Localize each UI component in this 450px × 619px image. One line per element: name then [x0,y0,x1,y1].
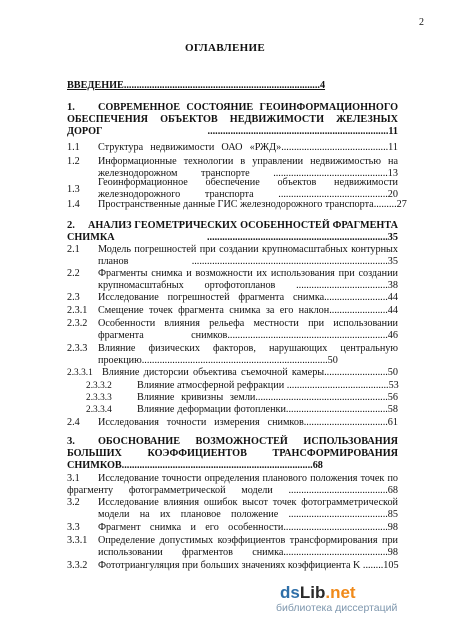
toc-entry-num: 2.3.1 [67,305,88,316]
toc-entry-num: 2.3 [67,292,80,303]
toc-entry-2-4[interactable]: Исследования точности измерения снимков.................................61 [98,417,398,428]
toc-entry-chapter2-page: СНИМКА .......................................................................35 [67,232,398,243]
toc-entry-3-3-1-cont: использовании фрагментов снимка.........................................98 [98,547,398,558]
toc-entry-num: 1.4 [67,199,80,210]
toc-entry-3-2[interactable]: Исследование влияния ошибок высот точек фотограмметрической [98,497,398,508]
toc-entry-2-1-cont: планов .............................................................................35 [98,256,398,267]
toc-entry-num: 2.1 [67,244,80,255]
toc-entry-num: 2.4 [67,417,80,428]
toc-entry-1-2[interactable]: Информационные технологии в управлении недвижимостью на [98,156,398,167]
toc-entry-chapter2[interactable]: АНАЛИЗ ГЕОМЕТРИЧЕСКИХ ОСОБЕННОСТЕЙ ФРАГМЕНТА [88,220,398,231]
toc-entry-2-3-3-4[interactable]: Влияние деформации фотопленки........................................58 [137,404,398,415]
toc-entry-2-3[interactable]: Исследование погрешностей фрагмента снимка.........................44 [98,292,398,303]
toc-entry-num: 3.2 [67,497,80,508]
toc-entry-1-2-cont: железнодорожном транспорте .............................................13 [98,168,398,179]
toc-entry-num: 1.3 [67,184,80,195]
toc-entry-num: 2.3.3.2 [86,381,112,391]
toc-entry-num: 2.3.3 [67,343,88,354]
toc-entry-num: 1.2 [67,156,80,167]
toc-entry-chapter1-page: ДОРОГ .......................................................................11 [67,126,398,137]
toc-entry-chapter3[interactable]: ОБОСНОВАНИЕ ВОЗМОЖНОСТЕЙ ИСПОЛЬЗОВАНИЯ [98,436,398,447]
toc-entry-2-3-3-cont: проекцию.........................................................................50 [98,355,338,366]
dslib-watermark[interactable] [268,583,438,617]
toc-entry-num: 1. [67,102,75,113]
toc-entry-2-2-cont: крупномасштабных ортофотопланов ....................................38 [98,280,398,291]
toc-entry-chapter3-page: СНИМКОВ...........................................................................68 [67,460,323,471]
toc-entry-3-1[interactable]: Исследование точности определения планового положения точек по [98,473,398,484]
toc-entry-num: 2.3.3.1 [67,368,93,378]
toc-entry-intro[interactable]: ВВЕДЕНИЕ.............................................................................4 [67,80,326,91]
dslib-subtitle: библиотека диссертаций [276,602,398,614]
toc-entry-chapter1[interactable]: СОВРЕМЕННОЕ СОСТОЯНИЕ ГЕОИНФОРМАЦИОННОГО [98,102,398,113]
toc-entry-2-2[interactable]: Фрагменты снимка и возможности их использования при создании [98,268,398,279]
toc-entry-3-3-2[interactable]: Фототриангуляция при больших значениях коэффициента K ........105 [98,560,399,571]
toc-entry-3-3[interactable]: Фрагмент снимка и его особенности.........................................98 [98,522,398,533]
toc-entry-3-3-1[interactable]: Определение допустимых коэффициентов трансформирования при [98,535,398,546]
toc-entry-num: 3. [67,436,75,447]
dslib-logo: dsLib.net [280,583,356,602]
toc-entry-2-3-3-2[interactable]: Влияние атмосферной рефракции ........................................53 [137,380,399,391]
toc-entry-num: 2.2 [67,268,80,279]
toc-entry-num: 2.3.3.4 [86,405,112,415]
toc-entry-1-4[interactable]: Пространственные данные ГИС железнодорожного транспорта.........27 [98,199,407,210]
toc-entry-num: 2.3.2 [67,318,88,329]
toc-entry-2-3-1[interactable]: Смещение точек фрагмента снимка за его наклон.......................44 [98,305,398,316]
toc-entry-num: 1.1 [67,142,80,153]
toc-entry-2-3-3-1[interactable]: Влияние дисторсии объектива съемочной камеры.........................50 [102,367,398,378]
toc-entry-2-3-3-3[interactable]: Влияние кривизны земли....................................................56 [137,392,398,403]
toc-entry-num: 2. [67,220,75,231]
toc-entry-2-3-2-cont: фрагмента снимков...............................................................46 [98,330,398,341]
toc-entry-num: 2.3.3.3 [86,393,112,403]
toc-entry-2-3-3[interactable]: Влияние физических факторов, нарушающих центральную [98,343,398,354]
toc-entry-1-3[interactable]: Геоинформационное обеспечение объектов недвижимости [98,177,398,188]
toc-entry-num: 3.3.2 [67,560,88,571]
toc-entry-num: 3.3.1 [67,535,88,546]
toc-entry-3-2-cont: модели на их плановое положение .......................................85 [98,509,398,520]
toc-entry-1-3-cont: железнодорожного транспорта ...........................................20 [98,189,398,200]
toc-entry-chapter1-cont: ОБЕСПЕЧЕНИЯ ОБЪЕКТОВ НЕДВИЖИМОСТИ ЖЕЛЕЗНЫХ [67,114,398,125]
toc-entry-1-1[interactable]: Структура недвижимости ОАО «РЖД»..........................................11 [98,142,398,153]
toc-entry-2-3-2[interactable]: Особенности влияния рельефа местности при использовании [98,318,398,329]
toc-entry-num: 3.3 [67,522,80,533]
page-number: 2 [419,17,424,28]
toc-entry-2-1[interactable]: Модель погрешностей при создании крупномасштабных контурных [98,244,398,255]
toc-entry-num: 3.1 [67,473,80,484]
toc-entry-chapter3-cont: БОЛЬШИХ КОЭФФИЦИЕНТОВ ТРАНСФОРМИРОВАНИЯ [67,448,398,459]
toc-entry-3-1-cont: фрагменту фотограмметрической модели .......................................68 [67,485,398,496]
toc-heading: ОГЛАВЛЕНИЕ [185,42,265,54]
